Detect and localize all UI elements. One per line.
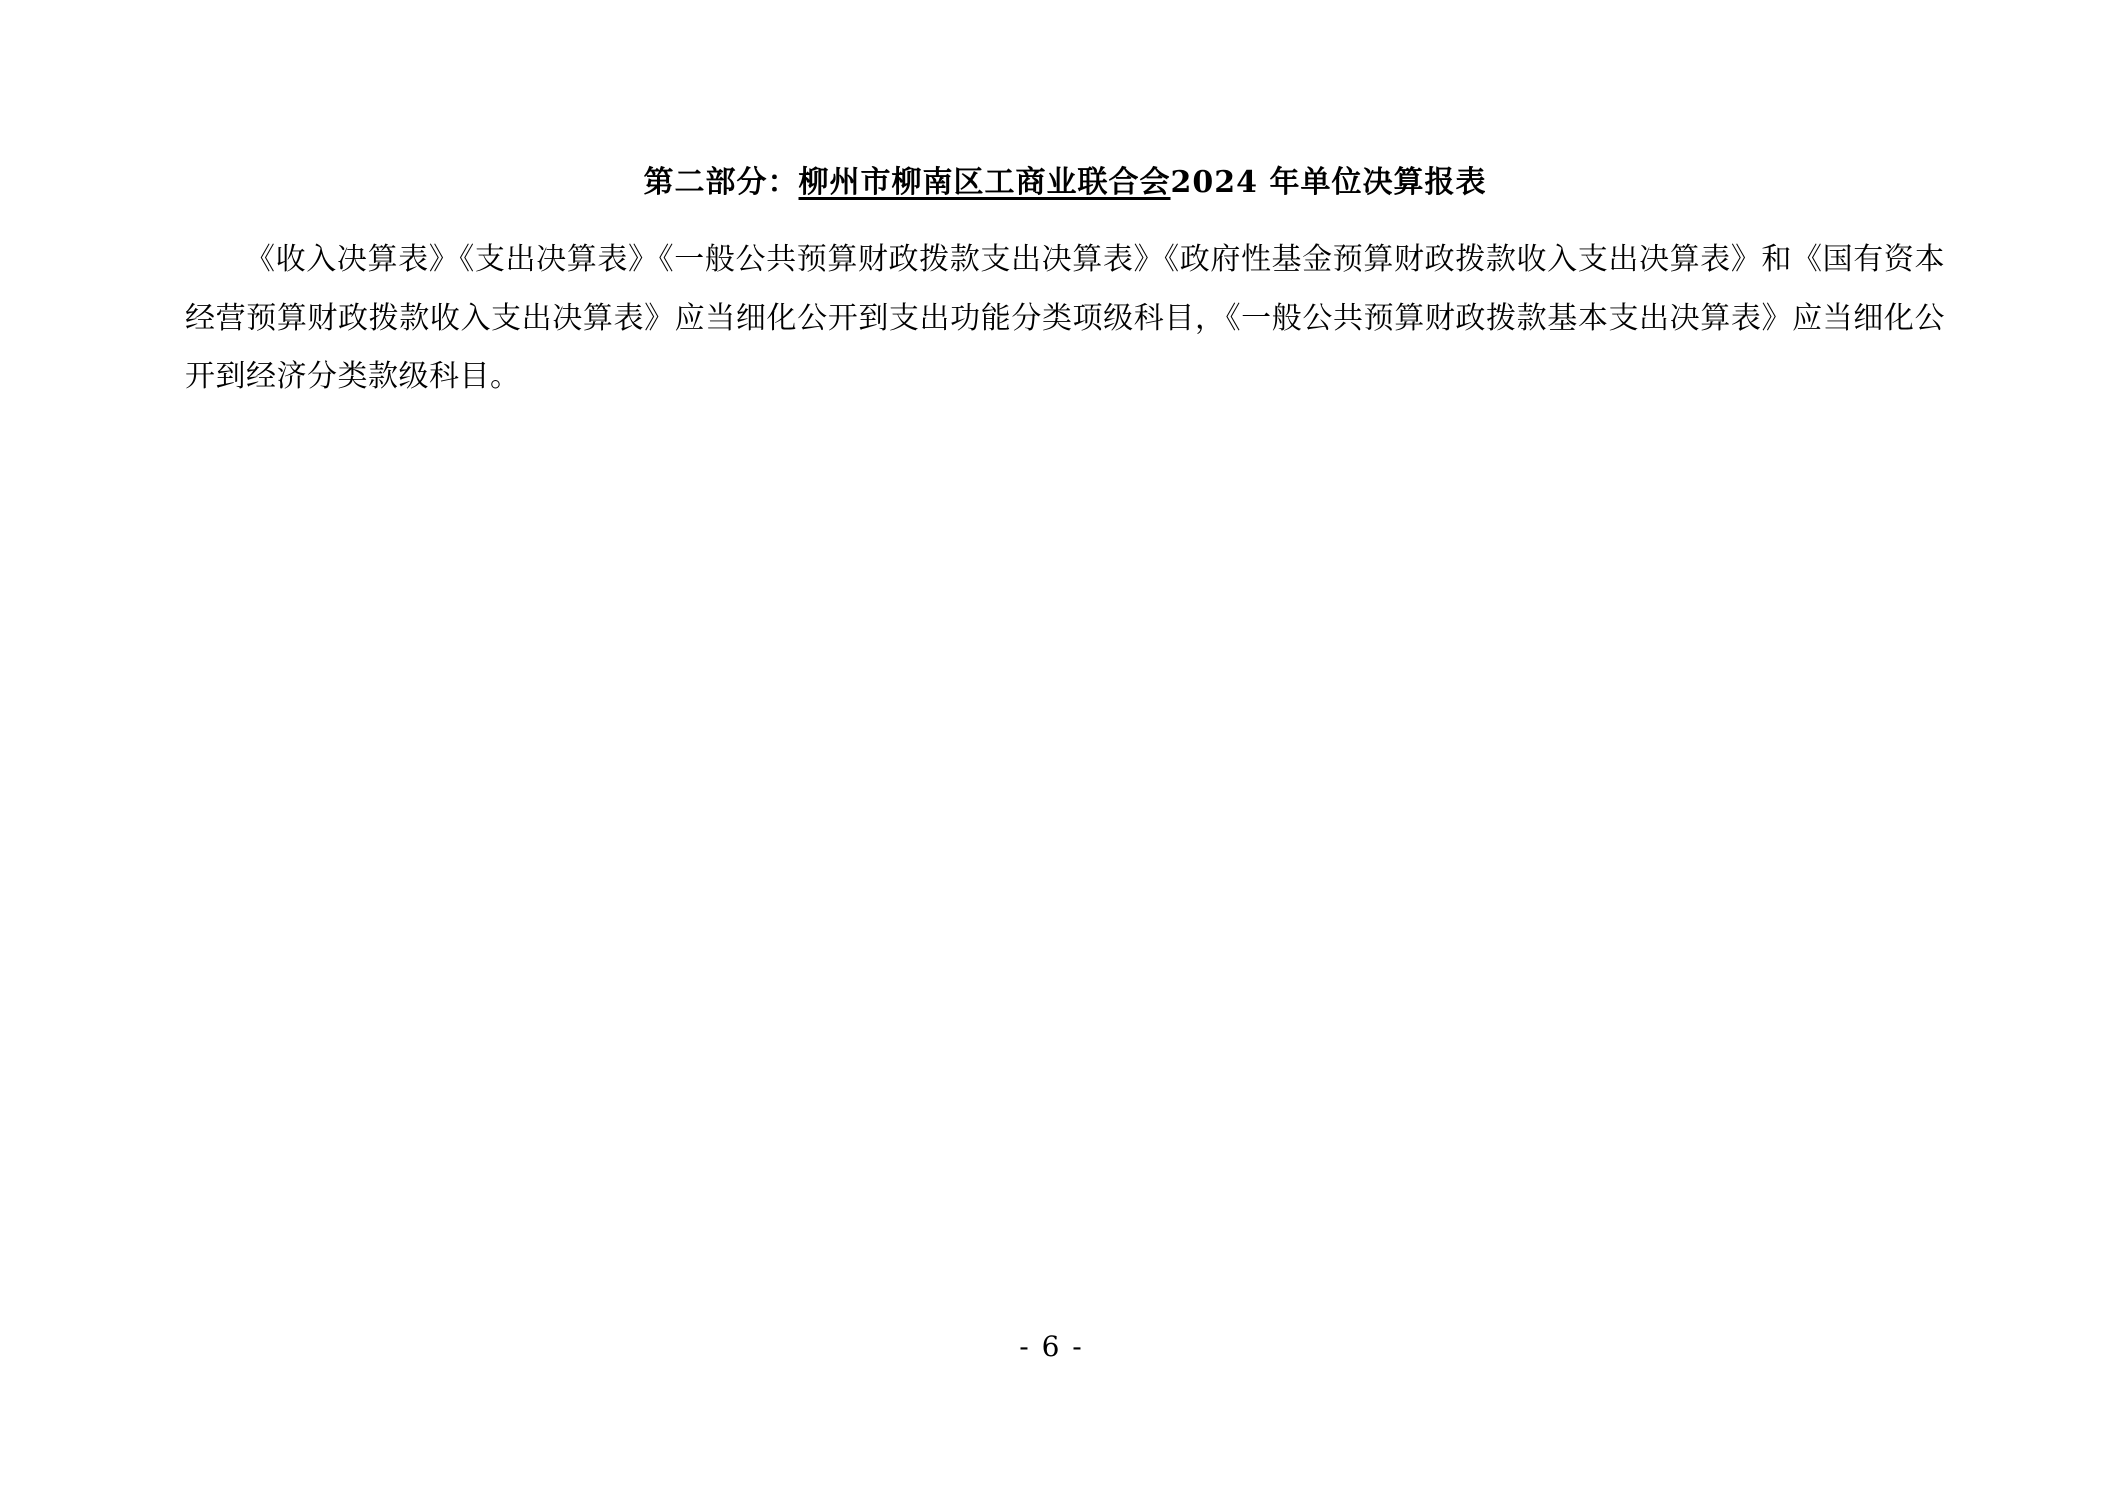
document-body [185,160,1945,407]
body-paragraph: 《收入决算表》《支出决算表》《一般公共预算财政拨款支出决算表》《政府性基金预算财政拨款收入支出决算表》和《国有资本经营预算财政拨款收入支出决算表》应当细化公开到支出功能分类项级科目，《一般公共预算财政拨款基本支出决算表》应当细化公开到经济分类款级科目。 [185,242,1945,394]
page-title-organization: 柳州市柳南区工商业联合会 [798,165,1171,200]
page-title-suffix: 2024 年单位决算报表 [1170,165,1487,200]
page-title-prefix: 第二部分： [643,165,799,200]
page-title [185,160,1945,205]
page-number: - 6 - [1019,1330,1084,1363]
